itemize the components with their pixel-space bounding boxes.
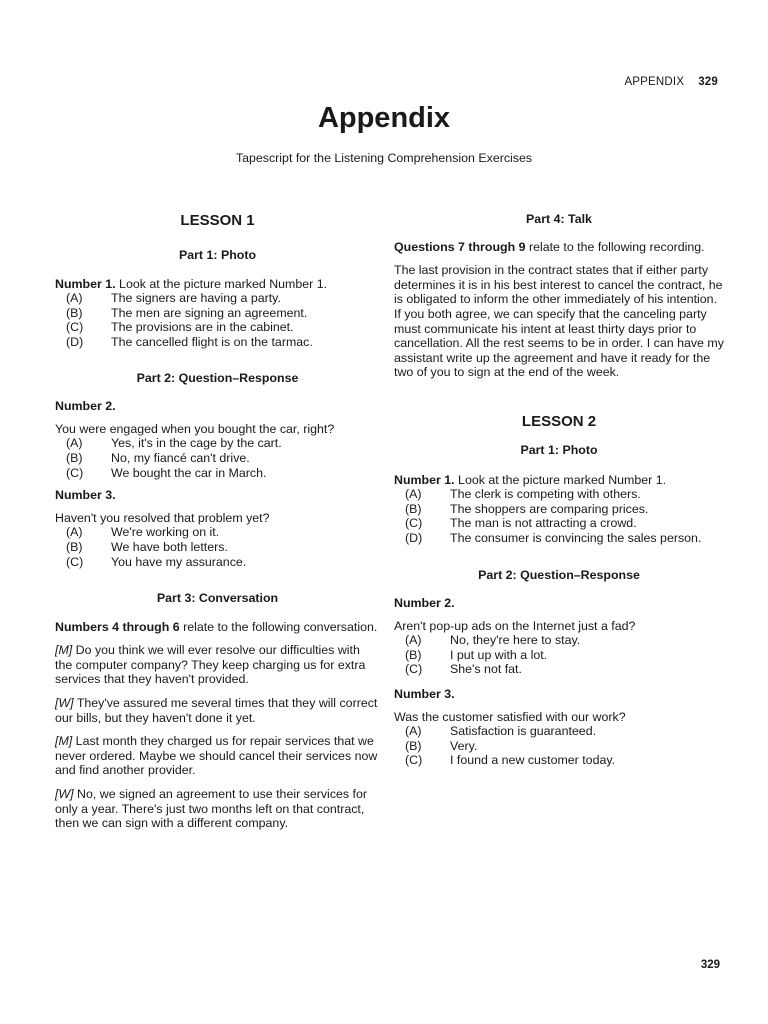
prompt: Look at the picture marked Number 1. [458, 472, 667, 487]
option-letter: (A) [405, 633, 422, 648]
option [55, 306, 380, 321]
option-text: The consumer is convincing the sales person. [450, 530, 702, 545]
option [55, 436, 380, 451]
option [394, 662, 724, 677]
option-letter: (A) [405, 724, 422, 739]
option-letter: (D) [405, 530, 423, 545]
option-letter: (B) [66, 305, 83, 320]
option [394, 753, 724, 768]
l1-number-1 [55, 277, 380, 292]
option [55, 335, 380, 350]
option-letter: (A) [66, 525, 83, 540]
number-label: Number 3. [55, 488, 116, 503]
lesson-1-heading: LESSON 1 [180, 212, 255, 229]
option-text: I found a new customer today. [450, 753, 616, 768]
option-letter: (C) [405, 753, 423, 768]
option-letter: (C) [405, 516, 423, 531]
option-text: No, my fiancé can't drive. [111, 450, 250, 465]
option [55, 466, 380, 481]
option-letter: (A) [66, 436, 83, 451]
dialogue-line [55, 643, 380, 687]
option [394, 724, 724, 739]
intro-rest: relate to the following recording. [528, 239, 705, 254]
option [394, 487, 724, 502]
option-text: I put up with a lot. [450, 647, 548, 662]
question: Was the customer satisfied with our work? [394, 709, 626, 724]
dialogue-line [55, 787, 380, 831]
option-text: The provisions are in the cabinet. [111, 320, 294, 335]
speaker-label: [M] [55, 734, 73, 749]
option-text: The clerk is competing with others. [450, 487, 641, 502]
speaker-label: [M] [55, 643, 73, 658]
option-text: Satisfaction is guaranteed. [450, 724, 597, 739]
l1-part2-heading: Part 2: Question–Response [136, 370, 299, 385]
option [55, 320, 380, 335]
page-title: Appendix [317, 102, 451, 134]
question: You were engaged when you bought the car, right? [55, 421, 335, 436]
option-letter: (C) [405, 662, 423, 677]
question: Aren't pop-up ads on the Internet just a fad? [394, 618, 636, 633]
number-label: Number 3. [394, 687, 455, 702]
option [55, 291, 380, 306]
part3-intro [55, 620, 380, 635]
intro-bold: Questions 7 through 9 [394, 239, 526, 254]
running-title: APPENDIX [624, 76, 685, 88]
option-letter: (D) [66, 334, 84, 349]
option [394, 648, 724, 663]
option [55, 555, 380, 570]
page-subtitle: Tapescript for the Listening Comprehension Exercises [235, 151, 533, 165]
number-label: Number 2. [394, 596, 455, 611]
option [394, 531, 724, 546]
option-letter: (A) [405, 487, 422, 502]
option-text: The man is not attracting a crowd. [450, 516, 637, 531]
dialogue-text: No, we signed an agreement to use their services for only a year. There's just two months left on that contract, then we can sign with a different company. [55, 787, 367, 831]
option-letter: (B) [66, 450, 83, 465]
option-letter: (B) [66, 539, 83, 554]
option-letter: (B) [405, 647, 422, 662]
lesson-2-heading: LESSON 2 [521, 412, 597, 430]
prompt: Look at the picture marked Number 1. [119, 276, 328, 291]
number-label: Number 1. [394, 472, 455, 487]
option-letter: (B) [405, 738, 422, 753]
dialogue-line [55, 734, 380, 778]
l2-part1-heading: Part 1: Photo [520, 442, 598, 457]
running-head [624, 75, 718, 90]
option [394, 633, 724, 648]
l2-number-1 [394, 473, 724, 488]
option [55, 525, 380, 540]
option-text: She's not fat. [450, 662, 522, 677]
l1-part3-heading: Part 3: Conversation [156, 591, 279, 606]
intro-bold: Numbers 4 through 6 [55, 619, 180, 634]
option-text: Yes, it's in the cage by the cart. [111, 436, 282, 451]
option-text: The signers are having a party. [111, 291, 281, 306]
talk-text: The last provision in the contract states that if either party determines it is in his best interest to cancel the contract, he is obligated to inform the other immediately of his intention. If you both agree, we can specify that the canceling party must communicate his intent at least thirty days prior to cancellation. All the rest seems to be in order. I can have my assistant write up the agreement and have it ready for the two of you to sign at the end of the week. [394, 263, 724, 380]
l1-part4-heading: Part 4: Talk [526, 212, 592, 226]
dialogue-text: Do you think we will ever resolve our difficulties with the computer company? They keep charging us for extra services that they haven't provided. [55, 643, 366, 687]
option [394, 502, 724, 517]
option [55, 451, 380, 466]
option-text: You have my assurance. [111, 554, 247, 569]
option-text: No, they're here to stay. [450, 633, 581, 648]
option-text: We have both letters. [111, 539, 228, 554]
l1-part1-heading: Part 1: Photo [178, 248, 257, 262]
option-letter: (C) [66, 554, 84, 569]
option-text: We're working on it. [111, 525, 220, 540]
number-label: Number 1. [55, 276, 116, 291]
option-text: The cancelled flight is on the tarmac. [111, 334, 313, 349]
intro-rest: relate to the following conversation. [183, 619, 378, 634]
dialogue-text: They've assured me several times that they will correct our bills, but they haven't done it yet. [55, 696, 378, 725]
footer-page-number: 329 [700, 959, 720, 971]
option [394, 516, 724, 531]
option-text: We bought the car in March. [111, 465, 267, 480]
option [55, 540, 380, 555]
option-text: The men are signing an agreement. [111, 305, 308, 320]
speaker-label: [W] [55, 787, 74, 802]
part4-intro [394, 240, 724, 255]
number-label: Number 2. [55, 399, 116, 414]
speaker-label: [W] [55, 696, 74, 711]
dialogue-line [55, 696, 380, 725]
question: Haven't you resolved that problem yet? [55, 510, 270, 525]
dialogue-text: Last month they charged us for repair services that we never ordered. Maybe we should cancel their services now and find another provider. [55, 734, 378, 778]
option-text: Very. [450, 738, 478, 753]
option-text: The shoppers are comparing prices. [450, 501, 649, 516]
option-letter: (B) [405, 501, 422, 516]
option [394, 739, 724, 754]
l2-part2-heading: Part 2: Question–Response [478, 567, 640, 582]
left-column [55, 212, 380, 831]
right-column [394, 212, 724, 768]
header-page-number: 329 [698, 76, 718, 88]
option-letter: (C) [66, 320, 84, 335]
option-letter: (C) [66, 465, 84, 480]
option-letter: (A) [66, 291, 83, 306]
